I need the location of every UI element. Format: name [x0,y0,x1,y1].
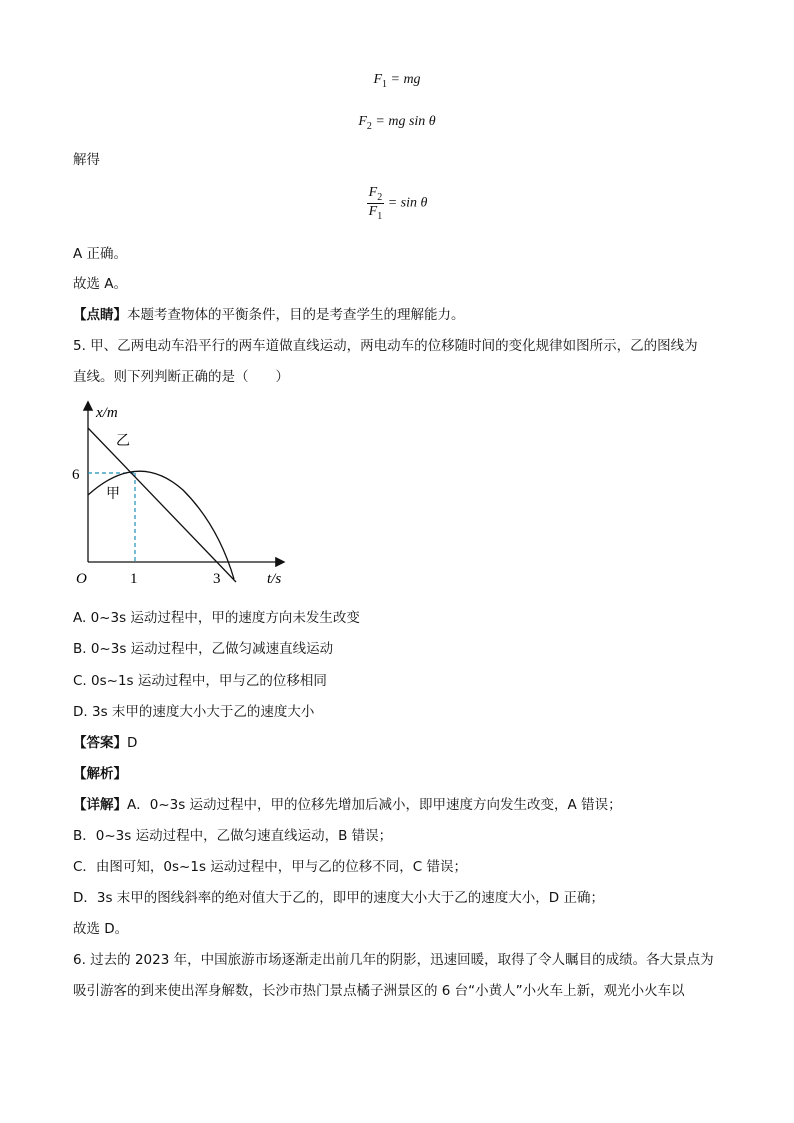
detail-a-line [73,796,622,814]
answer-tag: 【答案】 [73,735,127,751]
question-6-line-1: 6. 过去的 2023 年，中国旅游市场逐渐走出前几年的阴影，迅速回暖，取得了令人瞩目的成绩。各大景点为 [73,952,714,968]
displacement-time-graph [68,395,298,595]
detail-a: A．0~3s 运动过程中，甲的位移先增加后减小，即甲速度方向发生改变，A 错误； [127,797,622,813]
option-c: C. 0s~1s 运动过程中，甲与乙的位移相同 [73,673,327,689]
text-choose-d: 故选 D。 [73,921,129,937]
x-axis-label: t/s [267,571,282,587]
answer-value: D [127,735,138,751]
dianjing-paragraph [73,306,465,324]
x-tick-1: 1 [130,571,138,587]
origin-label: O [76,571,87,587]
detail-c: C．由图可知，0s~1s 运动过程中，甲与乙的位移不同，C 错误； [73,859,467,875]
x-tick-3: 3 [213,571,221,587]
dianjing-text: 本题考查物体的平衡条件，目的是考查学生的理解能力。 [127,307,465,323]
label-jia: 甲 [106,486,120,502]
label-yi: 乙 [116,433,130,449]
equation-f2: $F_2$ = mg sin θ [358,114,436,132]
line-yi [88,428,236,582]
question-6-line-2: 吸引游客的到来使出浑身解数，长沙市热门景点橘子洲景区的 6 台“小黄人”小火车上新，观光小火车以 [73,983,685,999]
question-5-line-1: 5. 甲、乙两电动车沿平行的两车道做直线运动，两电动车的位移随时间的变化规律如图所示，乙的图线为 [73,338,698,354]
detail-d: D．3s 末甲的图线斜率的绝对值大于乙的，即甲的速度大小大于乙的速度大小，D 正确； [73,890,604,906]
text-choose-a: 故选 A。 [73,276,128,292]
y-axis-label: x/m [96,405,118,421]
option-d: D. 3s 末甲的速度大小大于乙的速度大小 [73,704,315,720]
detail-b: B．0~3s 运动过程中，乙做匀速直线运动，B 错误； [73,828,393,844]
jiexi-heading: 【解析】 [73,766,127,782]
y-tick-6: 6 [72,467,80,483]
detail-tag: 【详解】 [73,797,127,813]
question-5-line-2: 直线。则下列判断正确的是（ ） [73,369,289,385]
text-jiede: 解得 [73,152,100,168]
text-a-correct: A 正确。 [73,246,128,262]
option-a: A. 0~3s 运动过程中，甲的速度方向未发生改变 [73,610,360,626]
answer-line [73,734,137,752]
equation-f1: $F_1$ = mg [373,72,421,90]
option-b: B. 0~3s 运动过程中，乙做匀减速直线运动 [73,641,334,657]
equation-ratio: $\frac{F_2}{F_1}$ = sin θ [368,185,428,222]
dianjing-tag: 【点睛】 [73,307,127,323]
